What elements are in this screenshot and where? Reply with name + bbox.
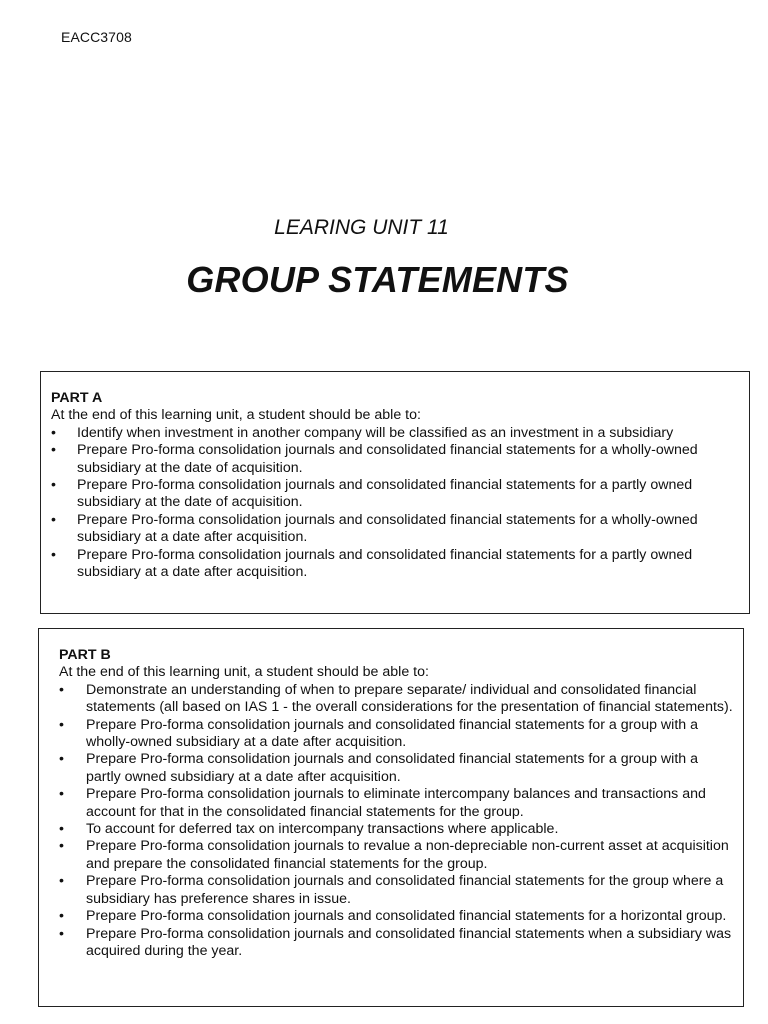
bullet-icon: • [59, 908, 64, 925]
bullet-icon: • [51, 424, 56, 441]
outcome-text: Prepare Pro-forma consolidation journals and consolidated financial statements for a partly owned subsidiary at the date of acquisition. [77, 477, 693, 511]
outcome-text: Prepare Pro-forma consolidation journals and consolidated financial statements for a horizontal group. [86, 908, 727, 925]
bullet-icon: • [51, 442, 56, 459]
bullet-icon: • [51, 477, 56, 494]
list-item [59, 821, 733, 838]
outcome-text: Prepare Pro-forma consolidation journals to revalue a non-depreciable non-current asset at acquisition and prepare the consolidated financial statements for the group. [86, 838, 729, 872]
part-a-box [40, 371, 750, 614]
part-b-heading: PART B [59, 647, 111, 663]
bullet-icon: • [59, 786, 64, 803]
part-a-outcomes-list [51, 425, 739, 582]
bullet-icon: • [59, 925, 64, 942]
list-item [51, 512, 739, 547]
bullet-icon: • [59, 821, 64, 838]
list-item [51, 442, 739, 477]
list-item [51, 547, 739, 582]
list-item [59, 908, 733, 925]
outcome-text: Prepare Pro-forma consolidation journals and consolidated financial statements for a wholly-owned subsidiary at a date after acquisition. [77, 511, 698, 546]
course-code: EACC3708 [61, 29, 132, 45]
bullet-icon: • [59, 751, 64, 768]
list-item [59, 717, 733, 752]
list-item [51, 477, 739, 512]
bullet-icon: • [59, 681, 64, 698]
bullet-icon: • [51, 546, 56, 563]
list-item [59, 751, 733, 786]
outcome-text: Prepare Pro-forma consolidation journals and consolidated financial statements for a wholly-owned subsidiary at the date of acquisition. [77, 442, 698, 476]
page-title: GROUP STATEMENTS [186, 259, 569, 300]
outcome-text: Demonstrate an understanding of when to prepare separate/ individual and consolidated financial statements (all based on IAS 1 - the overall considerations for the presentation of financial statements). [86, 681, 733, 716]
outcome-text: Prepare Pro-forma consolidation journals to eliminate intercompany balances and transactions and account for that in the consolidated financial statements for the group. [86, 786, 706, 820]
outcome-text: Prepare Pro-forma consolidation journals and consolidated financial statements when a subsidiary was acquired during the year. [86, 925, 732, 959]
part-a-heading: PART A [51, 390, 103, 406]
outcome-text: Prepare Pro-forma consolidation journals and consolidated financial statements for the group where a subsidiary has preference shares in issue. [86, 873, 724, 907]
learning-unit-label: LEARING UNIT 11 [274, 216, 449, 239]
part-b-outcomes-list [59, 682, 733, 961]
list-item [59, 926, 733, 961]
outcome-text: Prepare Pro-forma consolidation journals and consolidated financial statements for a partly owned subsidiary at a date after acquisition. [77, 546, 693, 581]
outcome-text: Prepare Pro-forma consolidation journals and consolidated financial statements for a group with a wholly-owned subsidiary at a date after acquisition. [86, 716, 698, 751]
list-item [59, 873, 733, 908]
outcome-text: Prepare Pro-forma consolidation journals and consolidated financial statements for a group with a partly owned subsidiary at a date after acquisition. [86, 751, 698, 785]
list-item [51, 425, 739, 442]
part-b-box [38, 628, 744, 1007]
bullet-icon: • [51, 511, 56, 528]
bullet-icon: • [59, 838, 64, 855]
list-item [59, 682, 733, 717]
list-item [59, 838, 733, 873]
outcome-text: To account for deferred tax on intercompany transactions where applicable. [86, 821, 559, 838]
part-a-intro: At the end of this learning unit, a student should be able to: [51, 407, 421, 424]
bullet-icon: • [59, 873, 64, 890]
list-item [59, 786, 733, 821]
part-b-intro: At the end of this learning unit, a student should be able to: [59, 664, 429, 681]
bullet-icon: • [59, 716, 64, 733]
outcome-text: Identify when investment in another company will be classified as an investment in a subsidiary [77, 424, 674, 441]
